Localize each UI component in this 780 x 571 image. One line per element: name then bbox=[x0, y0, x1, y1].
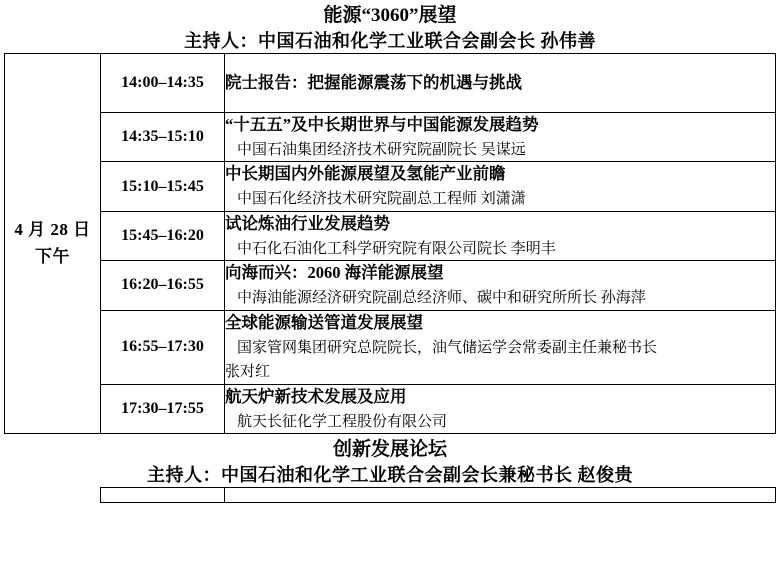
table-row bbox=[5, 310, 776, 384]
time-cell: 14:00–14:35 bbox=[101, 54, 225, 113]
table-row-partial bbox=[5, 488, 776, 503]
agenda-table bbox=[4, 0, 776, 503]
footer-host-row bbox=[5, 461, 776, 488]
topic-speaker: 中海油能源经济研究院副总经济师、碳中和研究所所长 孙海萍 bbox=[237, 290, 646, 307]
time-cell: 16:20–16:55 bbox=[101, 261, 225, 310]
topic-speaker: 航天长征化学工程股份有限公司 bbox=[237, 413, 448, 430]
footer-banner-row bbox=[5, 434, 776, 462]
topic-title: 航天炉新技术发展及应用 bbox=[225, 386, 407, 406]
date-cell bbox=[5, 54, 101, 434]
empty-time-cell bbox=[101, 488, 225, 503]
table-row bbox=[5, 162, 776, 211]
topic-cell bbox=[225, 310, 776, 384]
topic-speaker: 中国石油集团经济技术研究院副院长 吴谋远 bbox=[237, 141, 526, 158]
topic-cell bbox=[225, 162, 776, 211]
table-row bbox=[5, 54, 776, 113]
topic-title: 全球能源输送管道发展展望 bbox=[225, 312, 423, 332]
section-banner-title: 能源“3060”展望 bbox=[323, 5, 457, 26]
topic-title: 中长期国内外能源展望及氢能产业前瞻 bbox=[225, 164, 506, 184]
topic-speaker: 国家管网集团研究总院院长，油气储运学会常委副主任兼秘书长 bbox=[237, 339, 658, 356]
topic-speaker: 中石化石油化工科学研究院有限公司院长 李明丰 bbox=[237, 240, 556, 257]
time-cell: 16:55–17:30 bbox=[101, 310, 225, 384]
topic-title: 试论炼油行业发展趋势 bbox=[225, 213, 390, 233]
footer-host-text: 主持人：中国石油和化学工业联合会副会长兼秘书长 赵俊贵 bbox=[147, 465, 633, 486]
topic-speaker-line2: 张对红 bbox=[225, 364, 271, 381]
topic-cell bbox=[225, 211, 776, 260]
time-cell: 15:45–16:20 bbox=[101, 211, 225, 260]
section-banner-row bbox=[5, 0, 776, 27]
topic-cell bbox=[225, 261, 776, 310]
footer-banner-title: 创新发展论坛 bbox=[332, 439, 447, 461]
empty-topic-cell bbox=[225, 488, 776, 503]
empty-date-cell bbox=[5, 488, 101, 503]
topic-speaker: 中国石化经济技术研究院副总工程师 刘潇潇 bbox=[237, 191, 526, 208]
topic-cell bbox=[225, 113, 776, 162]
table-row bbox=[5, 113, 776, 162]
time-cell: 17:30–17:55 bbox=[101, 384, 225, 433]
topic-title: “十五五”及中长期世界与中国能源发展趋势 bbox=[225, 115, 539, 134]
topic-cell bbox=[225, 54, 776, 113]
topic-title: 院士报告：把握能源震荡下的机遇与挑战 bbox=[225, 73, 522, 93]
section-host-row bbox=[5, 27, 776, 54]
table-row bbox=[5, 261, 776, 310]
table-row bbox=[5, 211, 776, 260]
section-host-text: 主持人：中国石油和化学工业联合会副会长 孙伟善 bbox=[184, 31, 596, 51]
time-cell: 15:10–15:45 bbox=[101, 162, 225, 211]
topic-cell bbox=[225, 384, 776, 433]
date-line-2: 下午 bbox=[35, 246, 70, 266]
time-cell: 14:35–15:10 bbox=[101, 113, 225, 162]
table-row bbox=[5, 384, 776, 433]
date-line-1: 4 月 28 日 bbox=[14, 220, 91, 240]
topic-title: 向海而兴：2060 海洋能源展望 bbox=[225, 263, 444, 283]
